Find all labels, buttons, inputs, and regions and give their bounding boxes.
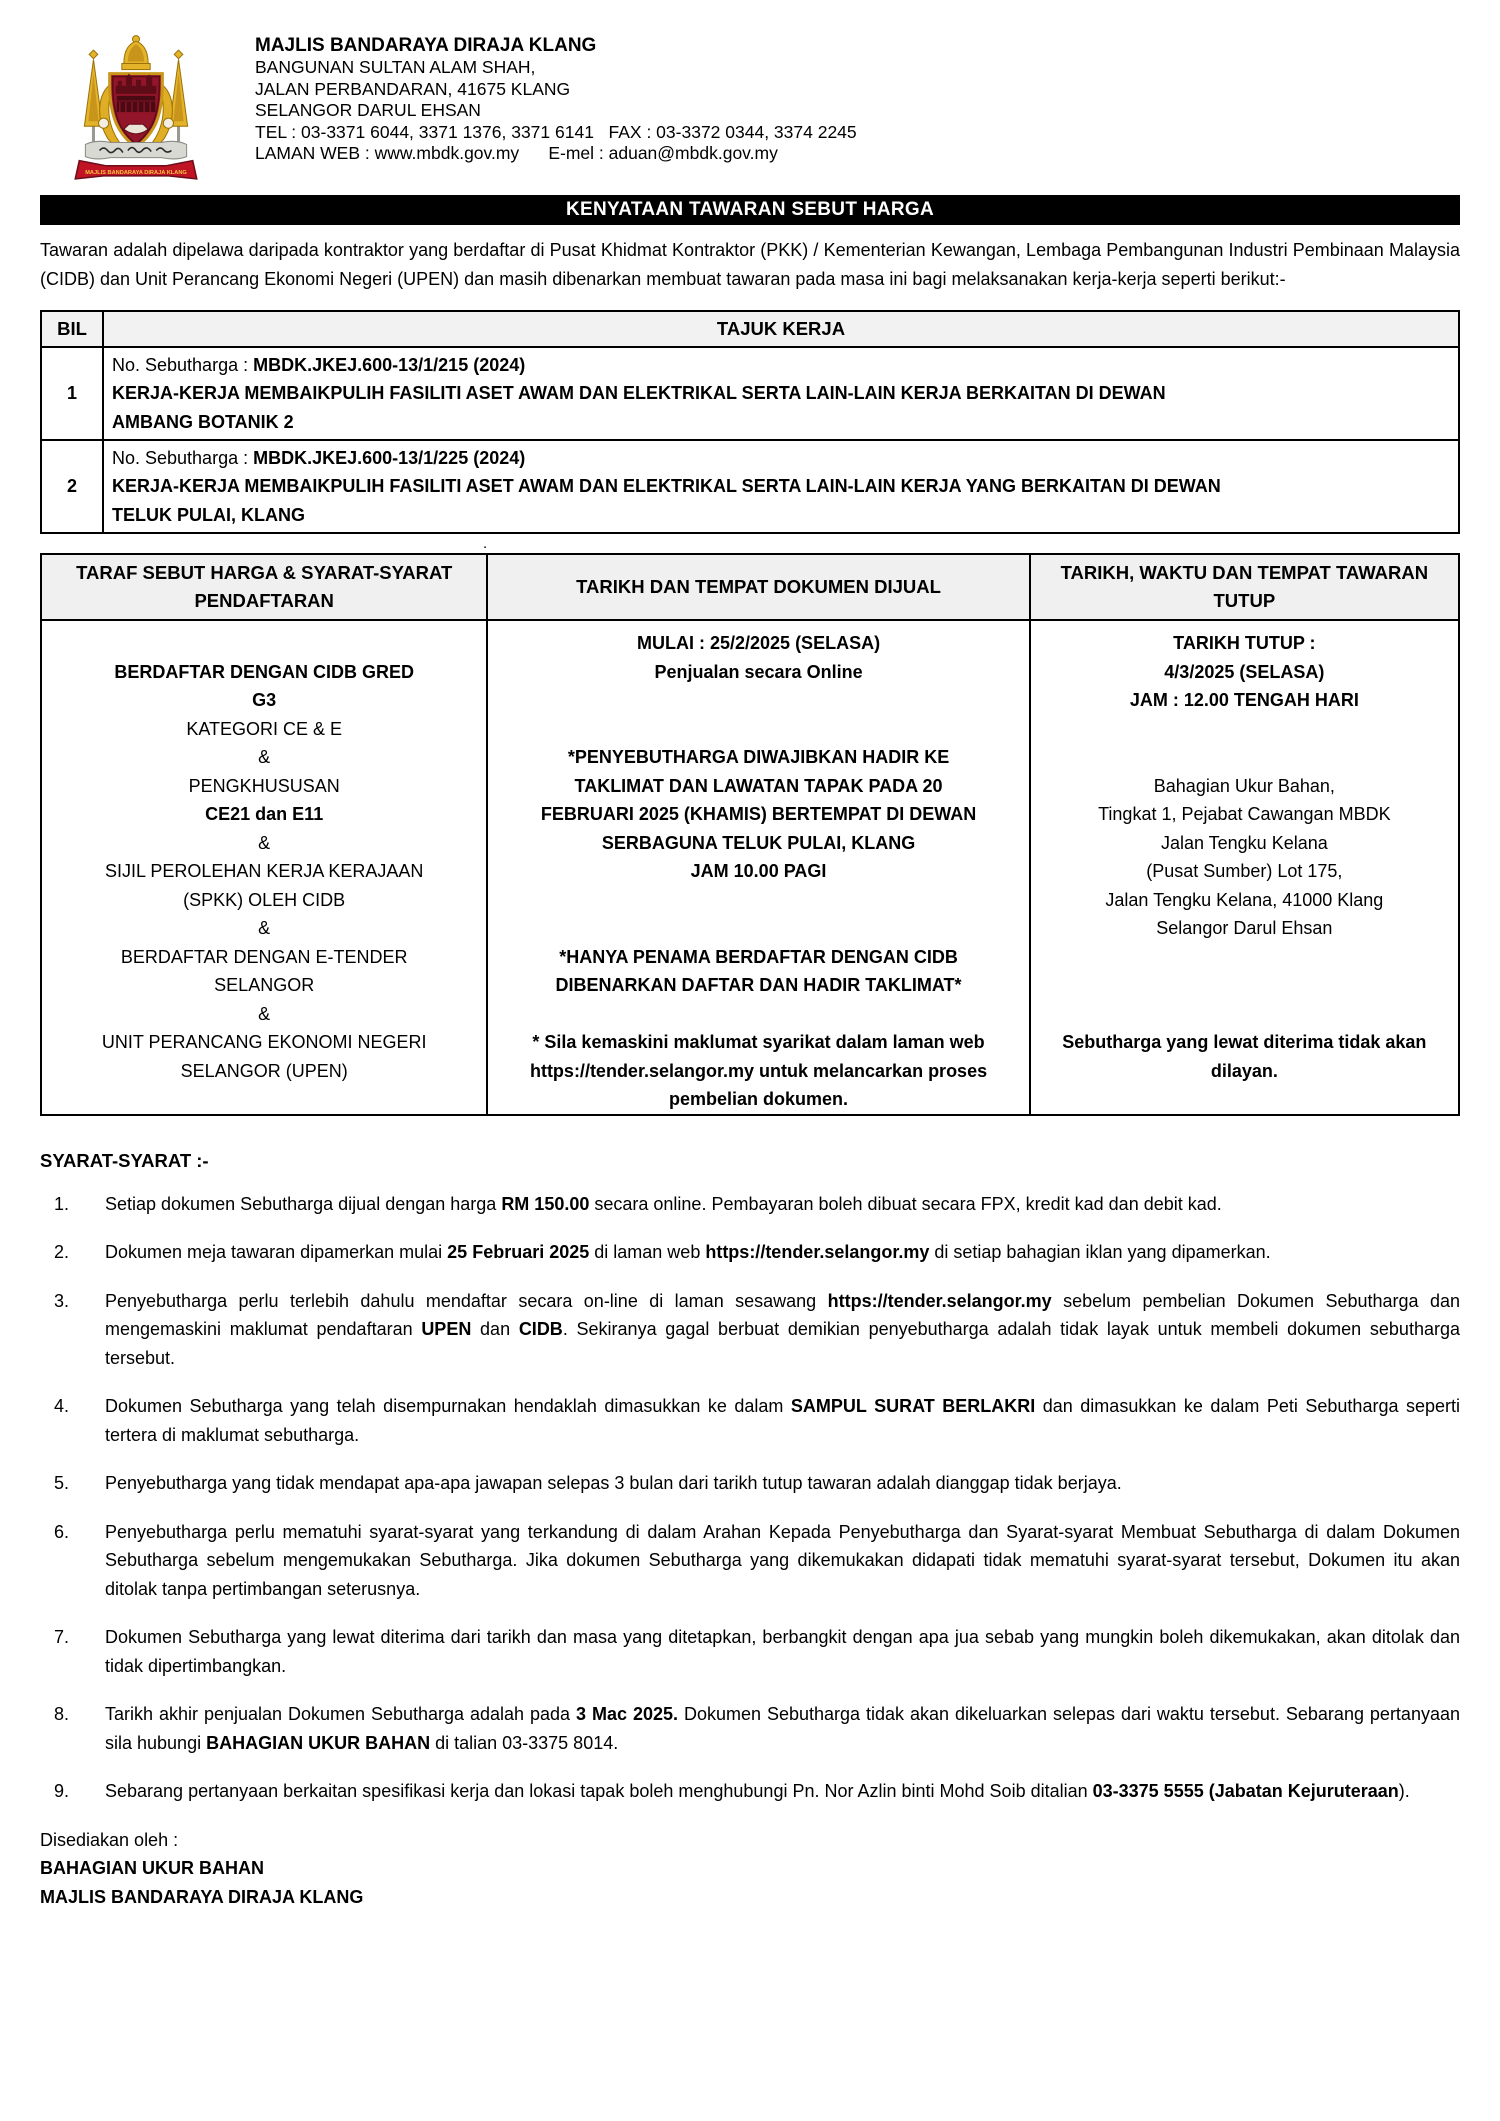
condition-number: 3. bbox=[54, 1290, 70, 1311]
text-line: KERJA-KERJA MEMBAIKPULIH FASILITI ASET AWAM DAN ELEKTRIKAL SERTA LAIN-LAIN KERJA YANG BERKAITAN DI DEWAN bbox=[112, 476, 1221, 496]
text-part: . Sekiranya gagal berbuat demikian penyebutharga adalah tidak layak untuk membeli dokumen sebutharga tersebut. bbox=[105, 1319, 1460, 1368]
org-address-line: SELANGOR DARUL EHSAN bbox=[255, 100, 481, 120]
ribbon-banner bbox=[75, 161, 197, 179]
job-title-cell bbox=[103, 440, 1459, 533]
condition-text bbox=[105, 1242, 1271, 1262]
condition-text bbox=[105, 1522, 1460, 1599]
condition-number: 4. bbox=[54, 1396, 70, 1416]
text-line: KERJA-KERJA MEMBAIKPULIH FASILITI ASET AWAM DAN ELEKTRIKAL SERTA LAIN-LAIN KERJA BERKAITAN DI DEWAN bbox=[112, 383, 1166, 403]
text-line: *PENYEBUTHARGA DIWAJIBKAN HADIR KE bbox=[567, 747, 950, 767]
org-address-block bbox=[255, 35, 857, 165]
column-header-bil: BIL bbox=[41, 311, 103, 347]
ref-number: MBDK.JKEJ.600-13/1/225 (2024) bbox=[253, 448, 526, 468]
text-part: UPEN bbox=[421, 1319, 472, 1339]
text-line: dilayan. bbox=[1210, 1060, 1278, 1081]
text-part: Dokumen Sebutharga tidak akan dikeluarkan selepas dari waktu tersebut. Sebarang pertanyaan sila hubungi bbox=[105, 1704, 1460, 1753]
flag-left-icon bbox=[84, 50, 102, 150]
text-part: Setiap dokumen Sebutharga dijual dengan harga bbox=[105, 1193, 502, 1214]
org-name: MAJLIS BANDARAYA DIRAJA KLANG bbox=[255, 35, 597, 56]
info-table-header-row bbox=[41, 554, 1459, 620]
text-line: SELANGOR bbox=[214, 975, 315, 995]
stray-dot: . bbox=[483, 535, 488, 552]
text-line: (SPKK) OLEH CIDB bbox=[183, 889, 346, 910]
condition-number: 6. bbox=[54, 1521, 70, 1542]
text-part: di talian 03-3375 8014. bbox=[430, 1732, 619, 1753]
jobs-table bbox=[40, 310, 1460, 534]
text-line: SIJIL PEROLEHAN KERJA KERAJAAN bbox=[104, 861, 424, 881]
condition-text bbox=[105, 1627, 1460, 1676]
ref-number: MBDK.JKEJ.600-13/1/215 (2024) bbox=[253, 355, 526, 375]
condition-text bbox=[105, 1291, 1460, 1368]
text-line bbox=[1039, 1000, 1450, 1029]
text-line: Sebutharga yang lewat diterima tidak akan bbox=[1062, 1032, 1427, 1052]
ribbon-text: MAJLIS BANDARAYA DIRAJA KLANG bbox=[85, 169, 187, 176]
org-address-line: BANGUNAN SULTAN ALAM SHAH, bbox=[255, 57, 536, 77]
condition-item bbox=[40, 1190, 1460, 1219]
job-title-cell bbox=[103, 347, 1459, 440]
text-line: PENGKHUSUSAN bbox=[188, 775, 340, 796]
job-number: 2 bbox=[41, 440, 103, 533]
text-part: dan bbox=[471, 1319, 519, 1339]
text-line: FEBRUARI 2025 (KHAMIS) BERTEMPAT DI DEWAN bbox=[540, 804, 977, 824]
text-line: Jalan Tengku Kelana bbox=[1160, 832, 1328, 853]
text-line: UNIT PERANCANG EKONOMI NEGERI bbox=[101, 1032, 427, 1052]
ref-label: No. Sebutharga : bbox=[112, 448, 254, 468]
text-line: CE21 dan E11 bbox=[205, 804, 324, 824]
text-line: *HANYA PENAMA BERDAFTAR DENGAN CIDB bbox=[559, 946, 958, 967]
text-line: JAM : 12.00 TENGAH HARI bbox=[1129, 690, 1359, 710]
text-line bbox=[1039, 943, 1450, 972]
text-line: & bbox=[258, 1003, 271, 1024]
text-line bbox=[1039, 971, 1450, 1000]
text-line: * Sila kemaskini maklumat syarikat dalam laman web bbox=[532, 1032, 985, 1052]
text-line bbox=[496, 886, 1020, 915]
text-line bbox=[1039, 743, 1450, 772]
text-part: sebelum pembelian Dokumen Sebutharga dan mengemaskini maklumat pendaftaran bbox=[105, 1290, 1460, 1339]
text-line: (Pusat Sumber) Lot 175, bbox=[1146, 861, 1343, 881]
column-header-taraf: TARAF SEBUT HARGA & SYARAT-SYARAT PENDAFTARAN bbox=[41, 554, 487, 620]
text-line bbox=[496, 686, 1020, 715]
crown-icon bbox=[122, 36, 150, 70]
condition-text bbox=[105, 1704, 1460, 1753]
text-part: secara online. Pembayaran boleh dibuat secara FPX, kredit kad dan debit kad. bbox=[589, 1193, 1222, 1214]
text-line bbox=[496, 1000, 1020, 1029]
condition-text bbox=[105, 1781, 1410, 1801]
text-line bbox=[50, 629, 478, 658]
condition-number: 8. bbox=[54, 1704, 70, 1724]
text-line: KATEGORI CE & E bbox=[186, 718, 343, 739]
letterhead bbox=[40, 25, 1460, 187]
text-line: BERDAFTAR DENGAN E-TENDER bbox=[120, 946, 408, 967]
text-line: SELANGOR (UPEN) bbox=[180, 1060, 348, 1081]
text-line bbox=[496, 914, 1020, 943]
text-line: TARIKH TUTUP : bbox=[1173, 633, 1316, 653]
text-part: https://tender.selangor.my bbox=[705, 1242, 930, 1262]
text-part: https://tender.selangor.my bbox=[827, 1290, 1052, 1311]
condition-item bbox=[40, 1700, 1460, 1757]
quotation-ref bbox=[112, 351, 1450, 379]
condition-item bbox=[40, 1392, 1460, 1449]
text-part: CIDB bbox=[518, 1319, 563, 1339]
table-row bbox=[41, 347, 1459, 440]
text-line: & bbox=[258, 918, 271, 938]
condition-item bbox=[40, 1777, 1460, 1806]
mbdk-crest-logo bbox=[55, 25, 217, 187]
condition-number: 2. bbox=[54, 1242, 70, 1262]
prepared-by-label: Disediakan oleh : bbox=[40, 1829, 179, 1850]
text-line: JAM 10.00 PAGI bbox=[690, 861, 827, 881]
text-line bbox=[1039, 715, 1450, 744]
condition-item bbox=[40, 1238, 1460, 1267]
text-part: Dokumen Sebutharga yang lewat diterima dari tarikh dan masa yang ditetapkan, berbangkit dengan apa jua sebab yang mungkin boleh dikemukakan, akan ditolak dan tidak dipertimbangkan. bbox=[105, 1627, 1460, 1676]
closing-block bbox=[40, 1826, 1460, 1912]
column-header-tawaran-tutup: TARIKH, WAKTU DAN TEMPAT TAWARAN TUTUP bbox=[1030, 554, 1459, 620]
org-web-email: LAMAN WEB : www.mbdk.gov.my E-mel : aduan@mbdk.gov.my bbox=[255, 143, 778, 163]
job-title bbox=[112, 472, 1450, 529]
condition-number: 9. bbox=[54, 1781, 70, 1801]
text-line: TAKLIMAT DAN LAWATAN TAPAK PADA 20 bbox=[574, 775, 943, 796]
condition-item bbox=[40, 1287, 1460, 1373]
text-line: Jalan Tengku Kelana, 41000 Klang bbox=[1105, 889, 1384, 910]
prepared-by-organisation: MAJLIS BANDARAYA DIRAJA KLANG bbox=[40, 1886, 364, 1907]
closing-info-cell bbox=[1030, 620, 1459, 1115]
condition-number: 1. bbox=[54, 1193, 70, 1214]
conditions-heading: SYARAT-SYARAT :- bbox=[40, 1149, 209, 1171]
condition-text bbox=[105, 1473, 1122, 1493]
condition-number: 5. bbox=[54, 1473, 70, 1493]
intro-paragraph: Tawaran adalah dipelawa daripada kontraktor yang berdaftar di Pusat Khidmat Kontraktor (PKK) / Kementerian Kewangan, Lembaga Pembangunan Industri Pembinaan Malaysia (CIDB) dan Unit Perancang Ekonomi Negeri (UPEN) dan masih dibenarkan membuat tawaran pada masa ini bagi melaksanakan kerja-kerja seperti berikut:- bbox=[40, 240, 1460, 289]
condition-text bbox=[105, 1194, 1222, 1214]
text-line: Tingkat 1, Pejabat Cawangan MBDK bbox=[1098, 804, 1391, 824]
column-header-dokumen-dijual: TARIKH DAN TEMPAT DOKUMEN DIJUAL bbox=[487, 554, 1029, 620]
conditions-list bbox=[40, 1190, 1460, 1806]
text-part: Sebarang pertanyaan berkaitan spesifikasi kerja dan lokasi tapak boleh menghubungi Pn. Nor Azlin binti Mohd Soib ditalian bbox=[105, 1781, 1093, 1801]
text-part: Penyebutharga perlu terlebih dahulu mendaftar secara on-line di laman sesawang bbox=[105, 1290, 828, 1311]
text-part: ). bbox=[1398, 1781, 1410, 1801]
condition-item bbox=[40, 1518, 1460, 1604]
org-address-line: JALAN PERBANDARAN, 41675 KLANG bbox=[255, 78, 571, 99]
flag-right-icon bbox=[169, 50, 187, 150]
text-part: BAHAGIAN UKUR BAHAN bbox=[206, 1732, 431, 1753]
text-line: TELUK PULAI, KLANG bbox=[112, 504, 305, 525]
text-line: AMBANG BOTANIK 2 bbox=[112, 411, 294, 432]
prepared-by-department: BAHAGIAN UKUR BAHAN bbox=[40, 1858, 264, 1878]
text-part: Penyebutharga yang tidak mendapat apa-apa jawapan selepas 3 bulan dari tarikh tutup tawaran adalah dianggap tidak berjaya. bbox=[105, 1473, 1122, 1493]
text-part: di setiap bahagian iklan yang dipamerkan. bbox=[929, 1242, 1271, 1262]
table-row bbox=[41, 440, 1459, 533]
jobs-table-header-row bbox=[41, 311, 1459, 347]
text-line: DIBENARKAN DAFTAR DAN HADIR TAKLIMAT* bbox=[555, 975, 962, 995]
text-line: Penjualan secara Online bbox=[654, 661, 863, 682]
text-line: SERBAGUNA TELUK PULAI, KLANG bbox=[601, 832, 916, 853]
text-part: 3 Mac 2025. bbox=[576, 1704, 678, 1724]
text-line: & bbox=[258, 747, 271, 767]
text-line: 4/3/2025 (SELASA) bbox=[1164, 661, 1325, 682]
condition-text bbox=[105, 1396, 1460, 1445]
info-table-body-row bbox=[41, 620, 1459, 1115]
text-part: Dokumen meja tawaran dipamerkan mulai bbox=[105, 1242, 448, 1262]
job-number: 1 bbox=[41, 347, 103, 440]
registration-requirements-cell bbox=[41, 620, 487, 1115]
condition-item bbox=[40, 1623, 1460, 1680]
text-part: dan dimasukkan ke dalam Peti Sebutharga seperti tertera di maklumat sebutharga. bbox=[105, 1396, 1461, 1445]
text-part: Penyebutharga perlu mematuhi syarat-syarat yang terkandung di dalam Arahan Kepada Penyebutharga dan Syarat-syarat Membuat Sebutharga di dalam Dokumen Sebutharga sebelum mengemukakan Sebutharga. Jika dokumen Sebutharga yang dikemukakan didapati tidak mematuhi syarat-syarat tersebut, Dokumen itu akan ditolak tanpa pertimbangan seterusnya. bbox=[105, 1521, 1460, 1599]
text-line bbox=[496, 715, 1020, 744]
text-part: Tarikh akhir penjualan Dokumen Sebutharga adalah pada bbox=[105, 1704, 577, 1724]
shield-icon bbox=[110, 74, 163, 148]
text-part: RM 150.00 bbox=[501, 1193, 590, 1214]
text-line: Selangor Darul Ehsan bbox=[1156, 918, 1333, 938]
text-part: Dokumen Sebutharga yang telah disempurnakan hendaklah dimasukkan ke dalam bbox=[105, 1396, 791, 1416]
condition-number: 7. bbox=[54, 1627, 70, 1647]
text-line: BERDAFTAR DENGAN CIDB GRED bbox=[114, 661, 415, 682]
column-header-tajuk: TAJUK KERJA bbox=[103, 311, 1459, 347]
title-banner: KENYATAAN TAWARAN SEBUT HARGA bbox=[40, 195, 1460, 225]
text-line: pembelian dokumen. bbox=[669, 1089, 849, 1109]
job-title bbox=[112, 379, 1450, 436]
scroll-icon bbox=[85, 141, 186, 159]
text-line: & bbox=[258, 832, 271, 853]
text-line: Bahagian Ukur Bahan, bbox=[1153, 775, 1335, 796]
quotation-info-table bbox=[40, 553, 1460, 1116]
text-part: SAMPUL SURAT BERLAKRI bbox=[790, 1396, 1036, 1416]
text-part: 03-3375 5555 (Jabatan Kejuruteraan bbox=[1092, 1781, 1399, 1801]
text-line: https://tender.selangor.my untuk melancarkan proses bbox=[529, 1060, 988, 1081]
text-line: G3 bbox=[252, 690, 277, 710]
quotation-ref bbox=[112, 444, 1450, 472]
ref-label: No. Sebutharga : bbox=[112, 355, 254, 375]
text-part: 25 Februari 2025 bbox=[447, 1242, 590, 1262]
condition-item bbox=[40, 1469, 1460, 1498]
text-part: di laman web bbox=[589, 1242, 706, 1262]
text-line: MULAI : 25/2/2025 (SELASA) bbox=[637, 633, 881, 653]
org-tel-fax: TEL : 03-3371 6044, 3371 1376, 3371 6141 FAX : 03-3372 0344, 3374 2245 bbox=[255, 121, 857, 142]
document-sale-cell bbox=[487, 620, 1029, 1115]
